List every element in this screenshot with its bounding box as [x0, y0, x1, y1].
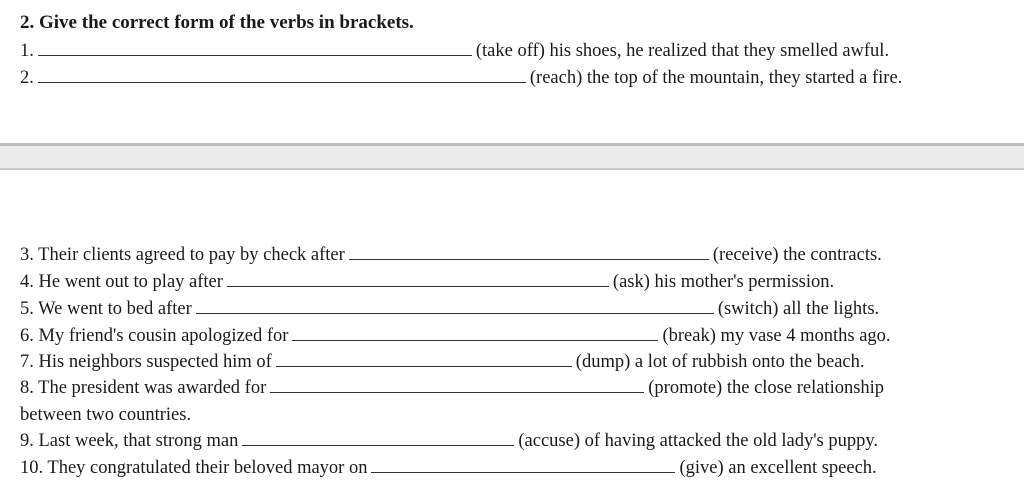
answer-blank[interactable] — [38, 41, 472, 56]
answer-blank[interactable] — [292, 326, 658, 341]
item-text-after: (reach) the top of the mountain, they started a fire. — [529, 68, 903, 88]
exercise-item-1 — [20, 41, 889, 65]
item-text-after: (promote) the close relationship — [648, 378, 885, 398]
exercise-item-3 — [20, 245, 882, 269]
answer-blank[interactable] — [196, 299, 714, 314]
blank-space — [0, 110, 1024, 143]
page-separator — [0, 146, 1024, 168]
answer-blank[interactable] — [38, 68, 526, 83]
item-text-after: (receive) the contracts. — [712, 245, 882, 265]
answer-blank[interactable] — [242, 431, 514, 446]
item-text-before: 8. The president was awarded for — [20, 378, 267, 398]
exercise-item-6 — [20, 326, 891, 350]
item-number: 2. — [20, 68, 34, 88]
item-text-after: (give) an excellent speech. — [679, 458, 877, 478]
item-text-before: 10. They congratulated their beloved mayor on — [20, 458, 368, 478]
item-text-before: 9. Last week, that strong man — [20, 431, 239, 451]
exercise-item-4 — [20, 272, 834, 296]
item-text-after: (ask) his mother's permission. — [612, 272, 835, 292]
answer-blank[interactable] — [276, 352, 572, 367]
exercise-item-9 — [20, 431, 878, 455]
exercise-item-8 — [20, 378, 884, 402]
item-text-before: 3. Their clients agreed to pay by check after — [20, 245, 345, 265]
exercise-title: 2. Give the correct form of the verbs in brackets. — [20, 12, 414, 33]
item-text-before: 4. He went out to play after — [20, 272, 223, 292]
exercise-item-10 — [20, 458, 877, 482]
answer-blank[interactable] — [270, 378, 644, 393]
item-text-after: (dump) a lot of rubbish onto the beach. — [575, 352, 865, 372]
item-text-before: 7. His neighbors suspected him of — [20, 352, 272, 372]
item-number: 1. — [20, 41, 34, 61]
item-text-after: (take off) his shoes, he realized that they smelled awful. — [475, 41, 890, 61]
exercise-item-5 — [20, 299, 879, 323]
item-text-after: (accuse) of having attacked the old lady's puppy. — [518, 431, 879, 451]
answer-blank[interactable] — [349, 245, 709, 260]
item-text-continuation: between two countries. — [20, 405, 192, 425]
exercise-item-2 — [20, 68, 902, 92]
item-text-before: 5. We went to bed after — [20, 299, 192, 319]
answer-blank[interactable] — [227, 272, 609, 287]
exercise-item-8-continuation — [20, 405, 191, 429]
exercise-item-7 — [20, 352, 865, 376]
answer-blank[interactable] — [371, 458, 675, 473]
item-text-after: (break) my vase 4 months ago. — [662, 326, 891, 346]
item-text-before: 6. My friend's cousin apologized for — [20, 326, 289, 346]
item-text-after: (switch) all the lights. — [717, 299, 880, 319]
